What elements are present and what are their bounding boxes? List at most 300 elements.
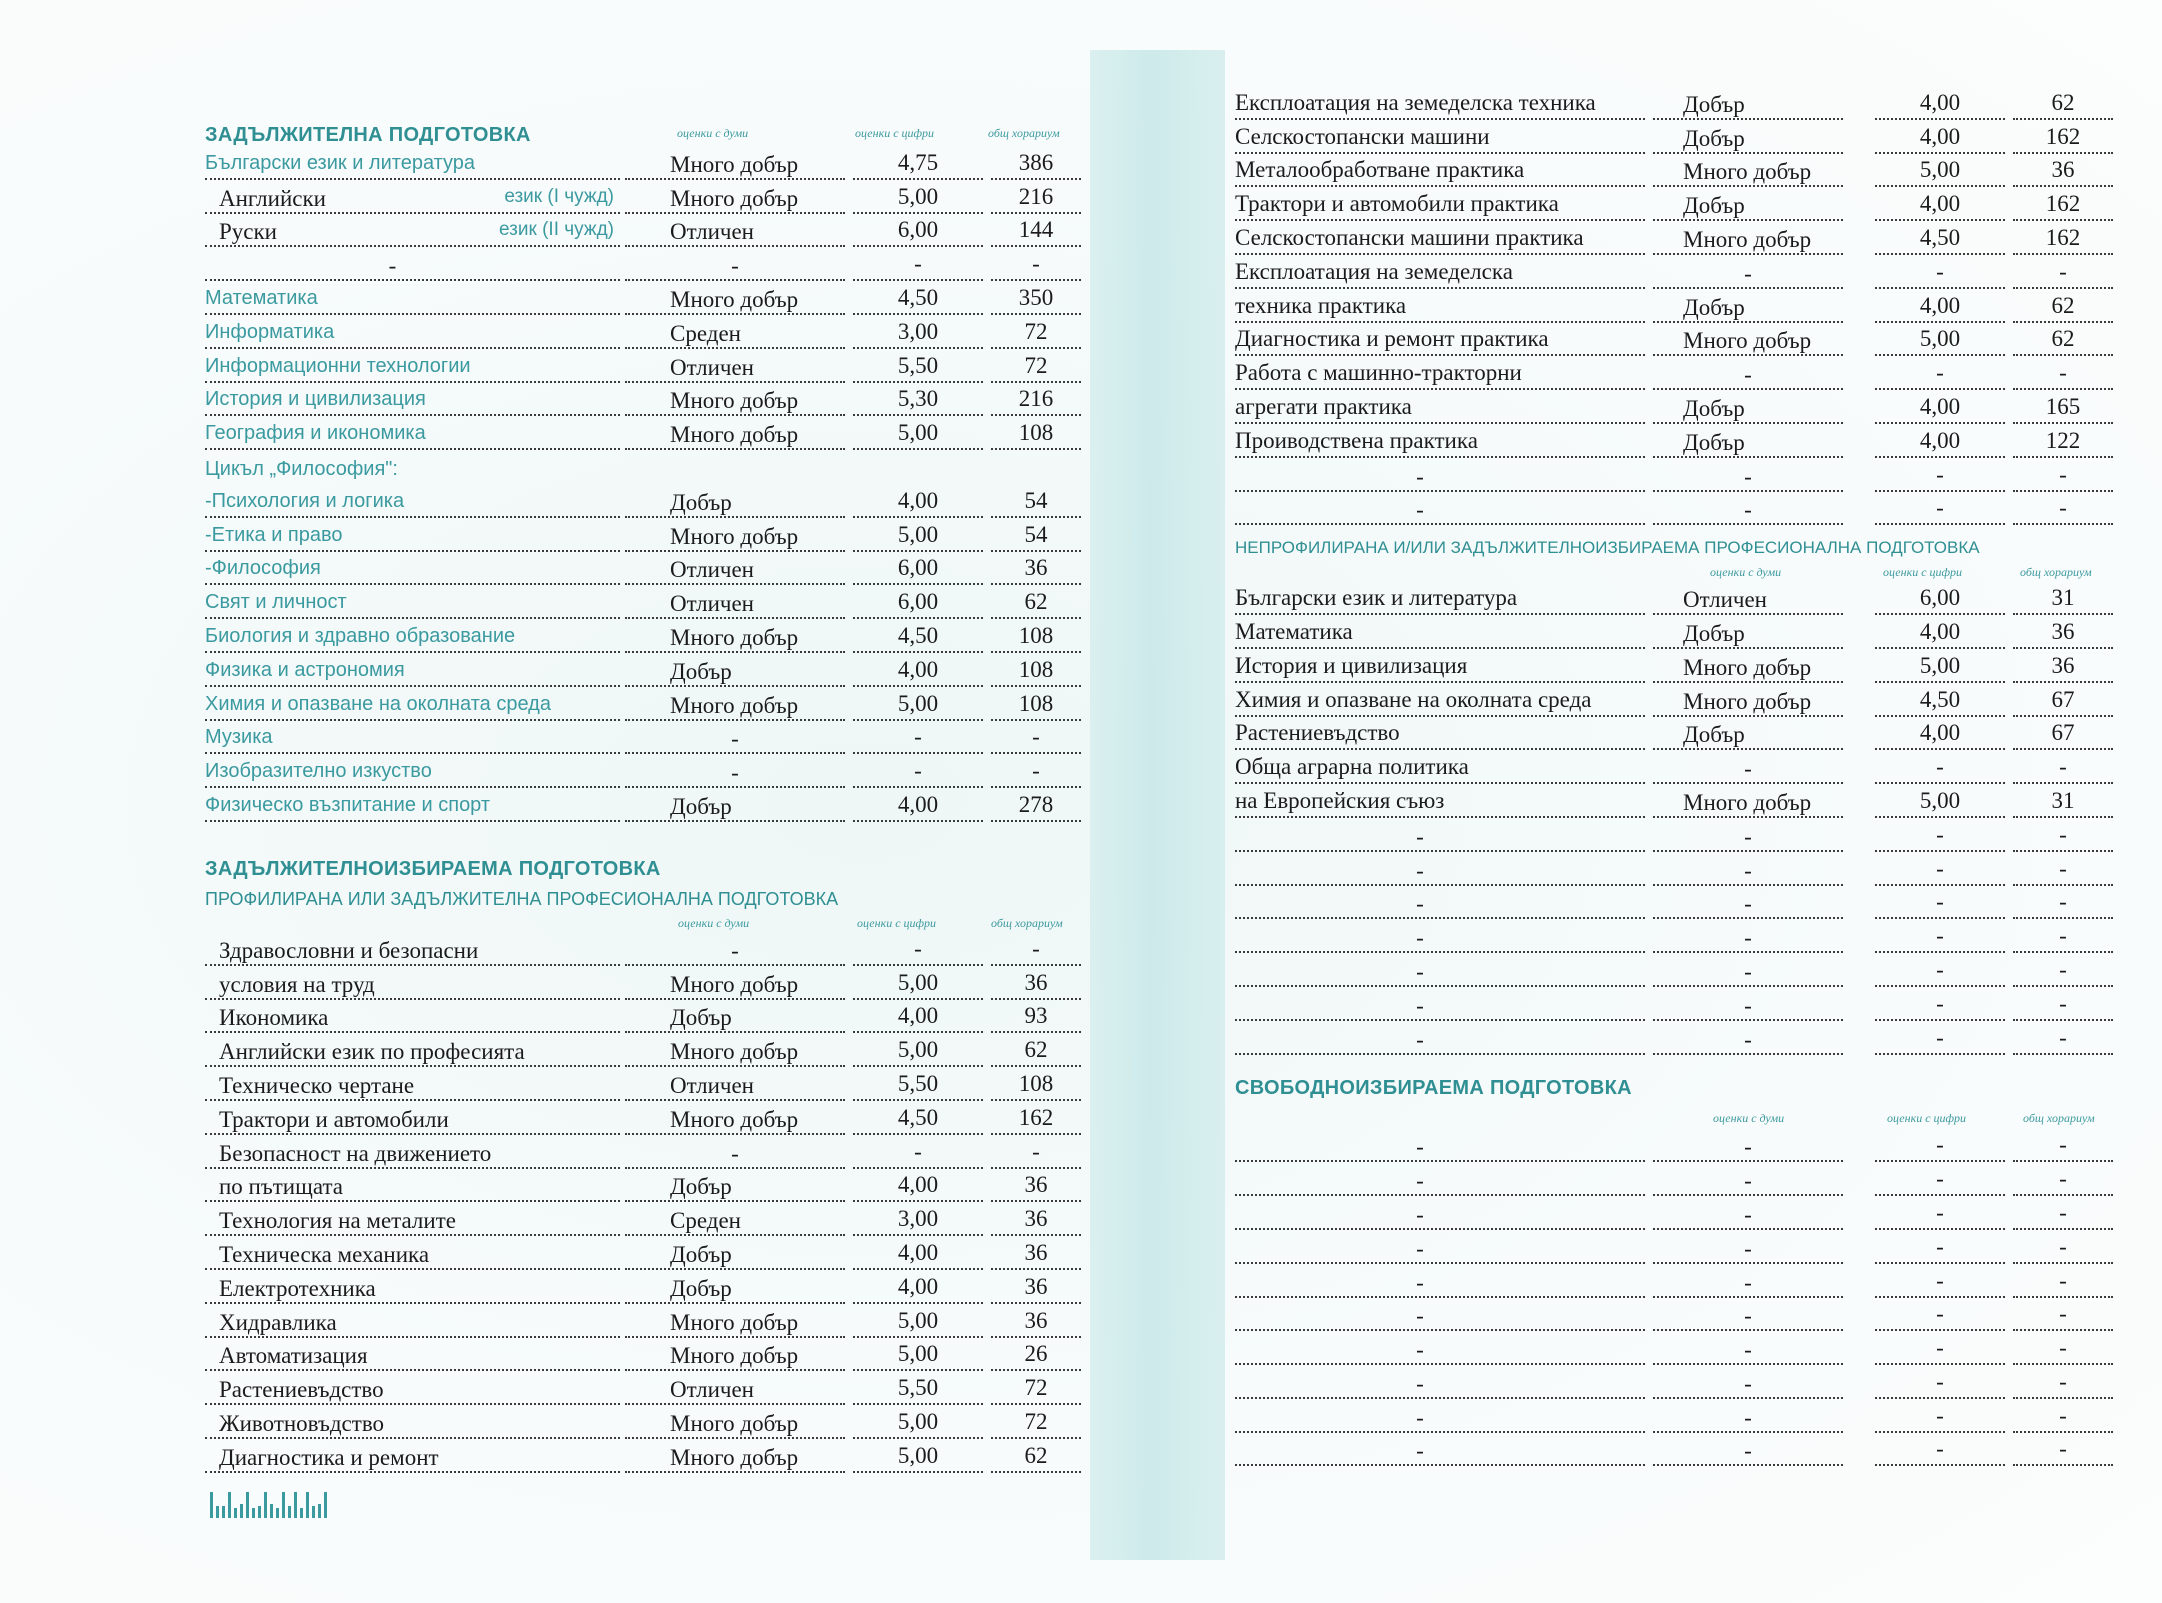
barcode-bar [324,1492,327,1518]
table-row [1235,856,2115,890]
table-row [1235,394,2115,428]
grade-digits: 4,00 [1875,617,2005,649]
total-hours: - [2013,1367,2113,1399]
total-hours: 36 [991,1170,1081,1202]
barcode-bar [222,1506,225,1518]
table-row [205,1443,1085,1477]
grade-digits: 4,50 [853,621,983,653]
total-hours: 108 [991,621,1081,653]
subject-cell [205,689,620,721]
nonprof-title: НЕПРОФИЛИРАНА И/ИЛИ ЗАДЪЛЖИТЕЛНОИЗБИРАЕМА ПРОФЕСИОНАЛНА ПОДГОТОВКА [1235,538,1980,558]
header-digits: оценки с цифри [1883,565,1963,580]
grade-words: - [625,1139,845,1169]
total-hours: 162 [991,1103,1081,1135]
total-hours: - [2013,460,2113,492]
subject-label: на Европейския съюз [1235,787,1445,813]
subject-cell [205,418,620,450]
subject-label: - [1416,823,1424,849]
grade-words: Отличен [625,353,845,383]
grade-words: - [1653,1166,1843,1196]
header-hours: общ хорариум [2020,565,2092,580]
table-row [1235,259,2115,293]
subject-cell [1235,822,1645,852]
header-digits: оценки с цифри [1887,1110,1967,1125]
subject-cell [1235,426,1645,458]
subject-cell [1235,1369,1645,1399]
subject-label: Икономика [219,1005,329,1031]
grade-digits: 3,00 [853,317,983,349]
total-hours: 386 [991,148,1081,180]
table-row [205,1274,1085,1308]
subject-cell [205,1172,620,1202]
subject-cell [1235,685,1645,717]
subject-cell [1235,991,1645,1021]
barcode-bar [288,1506,291,1518]
grade-words: Добър [625,1003,845,1033]
total-hours: 36 [991,553,1081,585]
total-hours: 144 [991,215,1081,247]
grade-digits: - [1875,887,2005,919]
header-words: оценки с думи [1713,1110,1785,1125]
table-row [1235,653,2115,687]
table-row [1235,1268,2115,1302]
subject-cell [1235,1268,1645,1298]
table-row [1235,428,2115,462]
table-row [205,1071,1085,1105]
total-hours: 62 [991,1035,1081,1067]
grade-digits: 4,00 [853,486,983,518]
subject-cell [205,1308,620,1338]
subject-label: -Психология и логика [205,489,405,512]
table-row [205,1409,1085,1443]
grade-digits: 5,00 [1875,155,2005,187]
header-words: оценки с думи [1710,565,1782,580]
total-hours: 122 [2013,426,2113,458]
grade-digits: - [1875,1164,2005,1196]
subject-label: Английски [219,185,326,211]
total-hours: 108 [991,655,1081,687]
grade-words: Много добър [625,1341,845,1371]
grade-words: Отличен [1653,585,1843,615]
professional-table [1235,90,2115,529]
subject-cell [1235,1025,1645,1055]
subject-cell [205,351,620,383]
grade-digits: 4,00 [1875,718,2005,750]
total-hours: - [2013,1164,2113,1196]
language-label: език (II чужд) [499,219,614,241]
elective-subtitle: ПРОФИЛИРАНА ИЛИ ЗАДЪЛЖИТЕЛНА ПРОФЕСИОНАЛНА ПОДГОТОВКА [205,888,839,909]
grade-digits: 5,00 [853,1441,983,1473]
subject-cell [205,1375,620,1405]
subject-cell [205,655,620,687]
table-row [1235,1200,2115,1234]
grade-digits: - [1875,257,2005,289]
subject-cell [205,184,620,214]
total-hours: 36 [2013,651,2113,683]
subject-cell [1235,889,1645,919]
table-row [1235,1302,2115,1336]
page-gutter [1090,50,1225,1560]
grade-digits: 5,00 [1875,324,2005,356]
grade-digits: 4,00 [853,655,983,687]
total-hours: 162 [2013,122,2113,154]
grade-words: Отличен [625,1375,845,1405]
grade-words: - [1653,1369,1843,1399]
total-hours: - [2013,1266,2113,1298]
table-row [205,387,1085,421]
grade-digits: - [853,249,983,281]
subject-cell [205,1443,620,1473]
grade-digits: 5,00 [1875,651,2005,683]
table-row [1235,327,2115,361]
subject-cell [205,587,620,619]
grade-words: Отличен [625,1071,845,1101]
grade-words: Много добър [625,1105,845,1135]
table-row [205,319,1085,353]
grade-words: Отличен [625,555,845,585]
table-row [205,589,1085,623]
barcode-bar [252,1508,255,1518]
table-row [1235,687,2115,721]
table-row [1235,1403,2115,1437]
subject-label: История и цивилизация [1235,652,1468,678]
subject-label: География и икономика [205,422,426,445]
total-hours: 108 [991,689,1081,721]
total-hours: - [2013,1232,2113,1264]
subject-label: Безопасност на движението [219,1140,492,1166]
total-hours: 62 [991,1441,1081,1473]
total-hours: 62 [2013,88,2113,120]
subject-label: - [1416,958,1424,984]
total-hours: - [991,1137,1081,1169]
subject-label: условия на труд [219,971,375,997]
grade-words: Добър [1653,124,1843,154]
table-row [205,936,1085,970]
elective-title: ЗАДЪЛЖИТЕЛНОИЗБИРАЕМА ПОДГОТОВКА [205,857,661,880]
subject-label: Биология и здравно образование [205,624,516,647]
total-hours: 36 [991,1238,1081,1270]
grade-words: - [1653,1200,1843,1230]
total-hours: - [2013,752,2113,784]
subject-label: Химия и опазване на околната среда [205,692,551,715]
grade-digits: - [1875,921,2005,953]
subject-cell [1235,495,1645,525]
total-hours: 72 [991,351,1081,383]
table-row [1235,360,2115,394]
right-column [1235,90,2115,1470]
subject-label: Цикъл „Философия": [205,457,398,480]
total-hours: 216 [991,384,1081,416]
grade-words: - [1653,1132,1843,1162]
grade-digits: 5,30 [853,384,983,416]
grade-words: Добър [1653,191,1843,221]
table-row [1235,788,2115,822]
total-hours: 165 [2013,392,2113,424]
subject-label: Английски език по професията [219,1039,525,1065]
total-hours: 31 [2013,786,2113,818]
table-row [205,285,1085,319]
grade-words: Много добър [1653,687,1843,717]
subject-label: - [1416,463,1424,489]
table-row [1235,890,2115,924]
table-row [1235,158,2115,192]
header-words: оценки с думи [678,915,750,930]
subject-label: Здравословни и безопасни [219,937,479,963]
subject-cell [1235,1132,1645,1162]
grade-digits: 4,00 [853,1001,983,1033]
barcode-bar [300,1508,303,1518]
grade-words: Отличен [625,589,845,619]
total-hours: - [2013,955,2113,987]
grade-digits: - [853,934,983,966]
total-hours: - [2013,257,2113,289]
total-hours: - [991,722,1081,754]
barcode [210,1490,430,1518]
grade-words: - [1653,822,1843,852]
grade-words: - [625,758,845,788]
table-row [1235,991,2115,1025]
subject-cell [1235,189,1645,221]
subject-label: по пътищата [219,1174,343,1200]
grade-digits: - [1875,1367,2005,1399]
subject-cell [205,1071,620,1101]
table-row [1235,1369,2115,1403]
subject-cell [205,1105,620,1135]
grade-words: Много добър [625,970,845,1000]
grade-words: - [625,724,845,754]
header-digits: оценки с цифри [855,126,935,140]
total-hours: - [2013,887,2113,919]
grade-digits: 5,00 [853,418,983,450]
subject-cell [205,722,620,754]
grade-words: Среден [625,319,845,349]
total-hours: 72 [991,1407,1081,1439]
subject-label: Експлоатация на земеделска техника [1235,89,1596,115]
barcode-bar [294,1492,297,1518]
grade-words: Много добър [625,420,845,450]
table-row [205,150,1085,184]
grade-digits: 5,00 [853,1339,983,1371]
grade-words: Добър [625,1274,845,1304]
total-hours: - [991,934,1081,966]
subject-label: Автоматизация [219,1343,368,1369]
subject-label: Математика [1235,618,1353,644]
grade-digits: 4,00 [1875,122,2005,154]
nonprof-table [1235,585,2115,1058]
free-column-headers [1235,1103,2115,1133]
total-hours: 36 [991,1204,1081,1236]
grade-digits: 5,50 [853,1373,983,1405]
grade-digits: 4,75 [853,148,983,180]
subject-label: Химия и опазване на околната среда [1235,686,1592,712]
total-hours: 67 [2013,718,2113,750]
subject-cell [205,384,620,416]
subject-cell [1235,1166,1645,1196]
total-hours: 350 [991,283,1081,315]
table-row [1235,1335,2115,1369]
subject-label: Информационни технологии [205,354,471,377]
total-hours: 216 [991,182,1081,214]
grade-digits: 4,50 [853,283,983,315]
grade-words: - [1653,1234,1843,1264]
subject-cell [205,251,620,281]
total-hours: - [2013,921,2113,953]
grade-words: - [1653,1335,1843,1365]
subject-cell [205,1409,620,1439]
table-row [205,184,1085,218]
grade-words: Много добър [625,150,845,180]
barcode-bar [276,1508,279,1518]
subject-label: Български език и литература [1235,585,1518,611]
grade-words: Добър [625,1240,845,1270]
grade-digits: 4,00 [853,1272,983,1304]
subject-label: - [1416,1269,1424,1295]
elective-column-headers [205,914,1085,936]
subject-cell [1235,462,1645,492]
grade-words: - [1653,1268,1843,1298]
column-headers [205,124,1085,146]
barcode-bar [234,1508,237,1518]
header-hours: общ хорариум [991,915,1063,930]
table-row [1235,225,2115,259]
table-row [1235,124,2115,158]
table-row [1235,619,2115,653]
subject-label: Физика и астрономия [205,658,405,681]
table-row [1235,191,2115,225]
header-words: оценки с думи [677,126,749,140]
barcode-bar [318,1504,321,1518]
total-hours: - [2013,493,2113,525]
grade-digits: 6,00 [853,587,983,619]
grade-digits: 4,00 [1875,392,2005,424]
subject-label: - [1416,891,1424,917]
table-row [205,970,1085,1004]
table-row [205,657,1085,691]
subject-cell [205,1240,620,1270]
grade-words: Много добър [1653,788,1843,818]
left-column [205,120,1085,1477]
subject-label: - [1416,857,1424,883]
grade-digits: - [1875,1434,2005,1466]
total-hours: 36 [991,1306,1081,1338]
subject-cell [1235,155,1645,187]
grade-words: - [1653,1301,1843,1331]
total-hours: 108 [991,418,1081,450]
subject-cell [205,217,620,247]
total-hours: 278 [991,790,1081,822]
subject-cell [205,1274,620,1304]
table-row [1235,585,2115,619]
subject-cell [1235,291,1645,323]
subject-label: Хидравлика [219,1309,337,1335]
subject-label: Трактори и автомобили практика [1235,191,1559,217]
grade-digits: - [1875,820,2005,852]
table-row [205,623,1085,657]
subject-cell [1235,583,1645,615]
grade-words: Много добър [625,184,845,214]
table-row [205,1308,1085,1342]
subject-cell [1235,1301,1645,1331]
total-hours: - [2013,1023,2113,1055]
barcode-bar [270,1504,273,1518]
subject-cell [205,936,620,966]
subject-cell [205,486,620,518]
subject-label: -Философия [205,557,321,580]
subject-label: Изобразително изкуство [205,760,432,783]
grade-words: Добър [1653,720,1843,750]
header-hours: общ хорариум [988,126,1060,140]
table-row [205,1004,1085,1038]
subject-cell [1235,651,1645,683]
table-row [205,218,1085,252]
total-hours: - [2013,1401,2113,1433]
table-row [205,1173,1085,1207]
grade-words: Добър [1653,90,1843,120]
total-hours: - [991,249,1081,281]
subject-cell [1235,223,1645,255]
grade-digits: - [853,722,983,754]
grade-words: Много добър [625,522,845,552]
barcode-bar [306,1492,309,1518]
grade-words: - [1653,259,1843,289]
total-hours: 36 [991,968,1081,1000]
subject-label: Експлоатация на земеделска [1235,258,1513,284]
table-row [205,454,1085,488]
grade-words: Добър [1653,428,1843,458]
table-row [1235,754,2115,788]
table-row [1235,90,2115,124]
subject-cell [1235,957,1645,987]
grade-digits: 6,00 [853,553,983,585]
subject-label: Животновъдство [219,1410,385,1436]
subject-label: - [1416,1370,1424,1396]
grade-digits: 5,50 [853,351,983,383]
total-hours: - [2013,1299,2113,1331]
total-hours: - [991,756,1081,788]
subject-label: - [1416,925,1424,951]
subject-cell [1235,392,1645,424]
subject-cell [1235,718,1645,750]
subject-cell [205,790,620,822]
mandatory-header [205,120,1085,150]
table-row [205,725,1085,759]
total-hours: - [2013,854,2113,886]
total-hours: - [2013,989,2113,1021]
subject-label: - [1416,1201,1424,1227]
grade-words: - [1653,889,1843,919]
table-row [205,1139,1085,1173]
subject-cell [205,1341,620,1371]
grade-digits: 4,00 [1875,291,2005,323]
grade-digits: 6,00 [1875,583,2005,615]
grade-digits: 5,00 [1875,786,2005,818]
grade-words: - [625,936,845,966]
table-row [205,1037,1085,1071]
table-row [205,1206,1085,1240]
subject-label: Физическо възпитание и спорт [205,793,491,816]
subject-label: - [1416,1134,1424,1160]
grade-digits: 5,50 [853,1069,983,1101]
subject-label: Електротехника [219,1275,376,1301]
table-row [1235,923,2115,957]
subject-label: Работа с машинно-тракторни [1235,360,1522,386]
subject-cell [205,970,620,1000]
subject-label: Техническо чертане [219,1072,415,1098]
total-hours: 62 [2013,324,2113,356]
subject-label: - [1416,1168,1424,1194]
grade-digits: 4,00 [853,790,983,822]
total-hours: - [2013,1198,2113,1230]
